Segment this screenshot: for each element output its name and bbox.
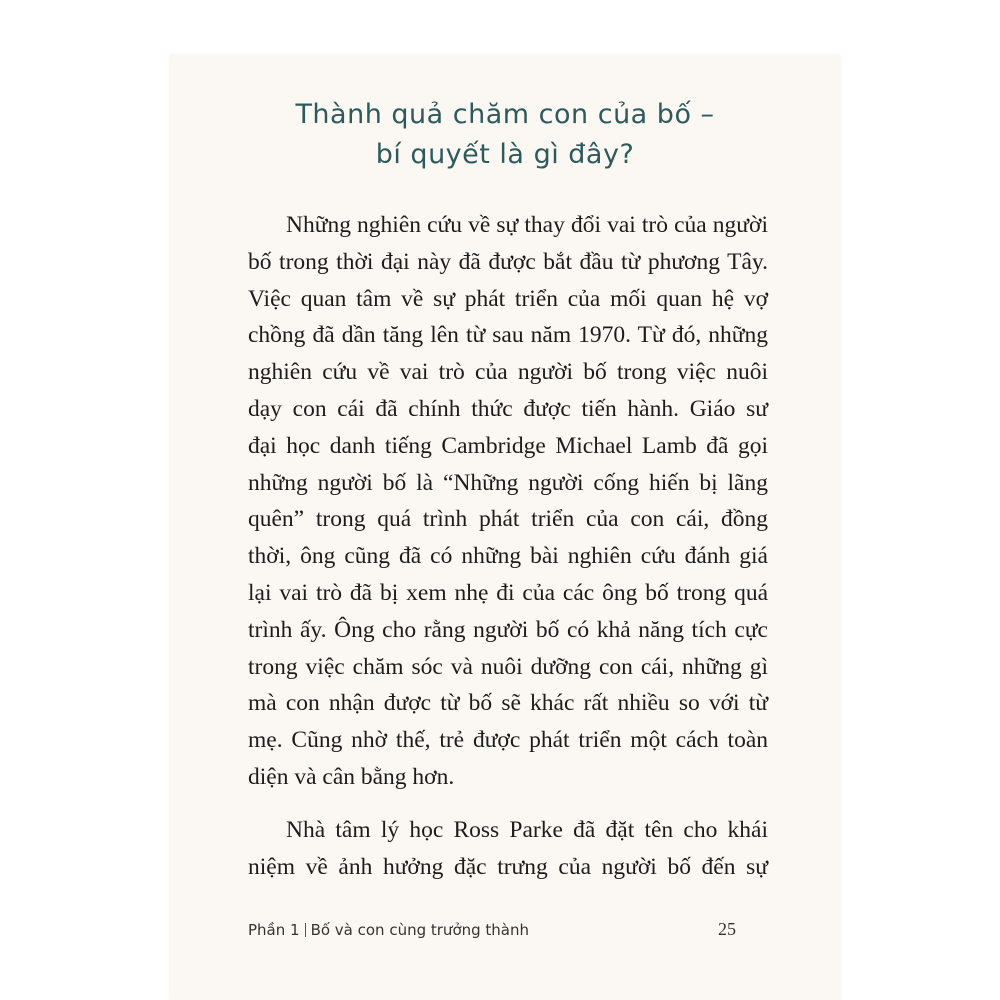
text-line: Những nghiên cứu về sự thay đổi vai trò của người	[286, 212, 768, 238]
text-line: mẹ. Cũng nhờ thế, trẻ được phát triển một cách toàn	[248, 727, 768, 754]
text-line: diện và cân bằng hơn.	[248, 763, 455, 790]
text-line: lại vai trò đã bị xem nhẹ đi của các ông bố trong quá	[248, 579, 768, 606]
book-page	[170, 55, 840, 1000]
paragraph-gap	[248, 796, 768, 812]
text-line: đại học danh tiếng Cambridge Michael Lamb đã gọi	[248, 432, 768, 459]
section-heading	[170, 95, 840, 175]
text-line: dạy con cái đã chính thức được tiến hành. Giáo sư	[248, 395, 768, 422]
footer-section-title: Bố và con cùng trưởng thành	[310, 921, 530, 939]
text-line: nghiên cứu về vai trò của người bố trong việc nuôi	[248, 359, 768, 386]
text-line: thời, ông cũng đã có những bài nghiên cứu đánh giá	[248, 543, 768, 570]
text-line: Nhà tâm lý học Ross Parke đã đặt tên cho khái	[286, 816, 768, 843]
heading-line-2: bí quyết là gì đây?	[375, 139, 635, 170]
text-line: trình ấy. Ông cho rằng người bố có khả năng tích cực	[248, 616, 768, 643]
heading-line-1: Thành quả chăm con của bố –	[295, 99, 715, 130]
text-line: quên” trong quá trình phát triển của con cái, đồng	[248, 506, 768, 533]
text-line: trong việc chăm sóc và nuôi dưỡng con cái, những gì	[248, 653, 768, 680]
text-line: mà con nhận được từ bố sẽ khác rất nhiều so với từ	[248, 690, 768, 717]
text-line: những người bố là “Những người cống hiến bị lãng	[248, 469, 768, 496]
text-line: Việc quan tâm về sự phát triển của mối quan hệ vợ	[248, 285, 768, 312]
text-line: niệm về ảnh hưởng đặc trưng của người bố đến sự	[248, 853, 768, 880]
text-line: chồng đã dần tăng lên từ sau năm 1970. Từ đó, những	[248, 322, 768, 349]
body-text	[248, 207, 768, 885]
running-footer	[248, 921, 529, 939]
page-number: 25	[718, 919, 736, 939]
paragraph-1	[248, 207, 768, 796]
text-line: bố trong thời đại này đã được bắt đầu từ phương Tây.	[248, 248, 768, 275]
paragraph-2	[248, 812, 768, 886]
footer-separator	[305, 923, 306, 937]
footer-part: Phần 1	[248, 921, 300, 939]
